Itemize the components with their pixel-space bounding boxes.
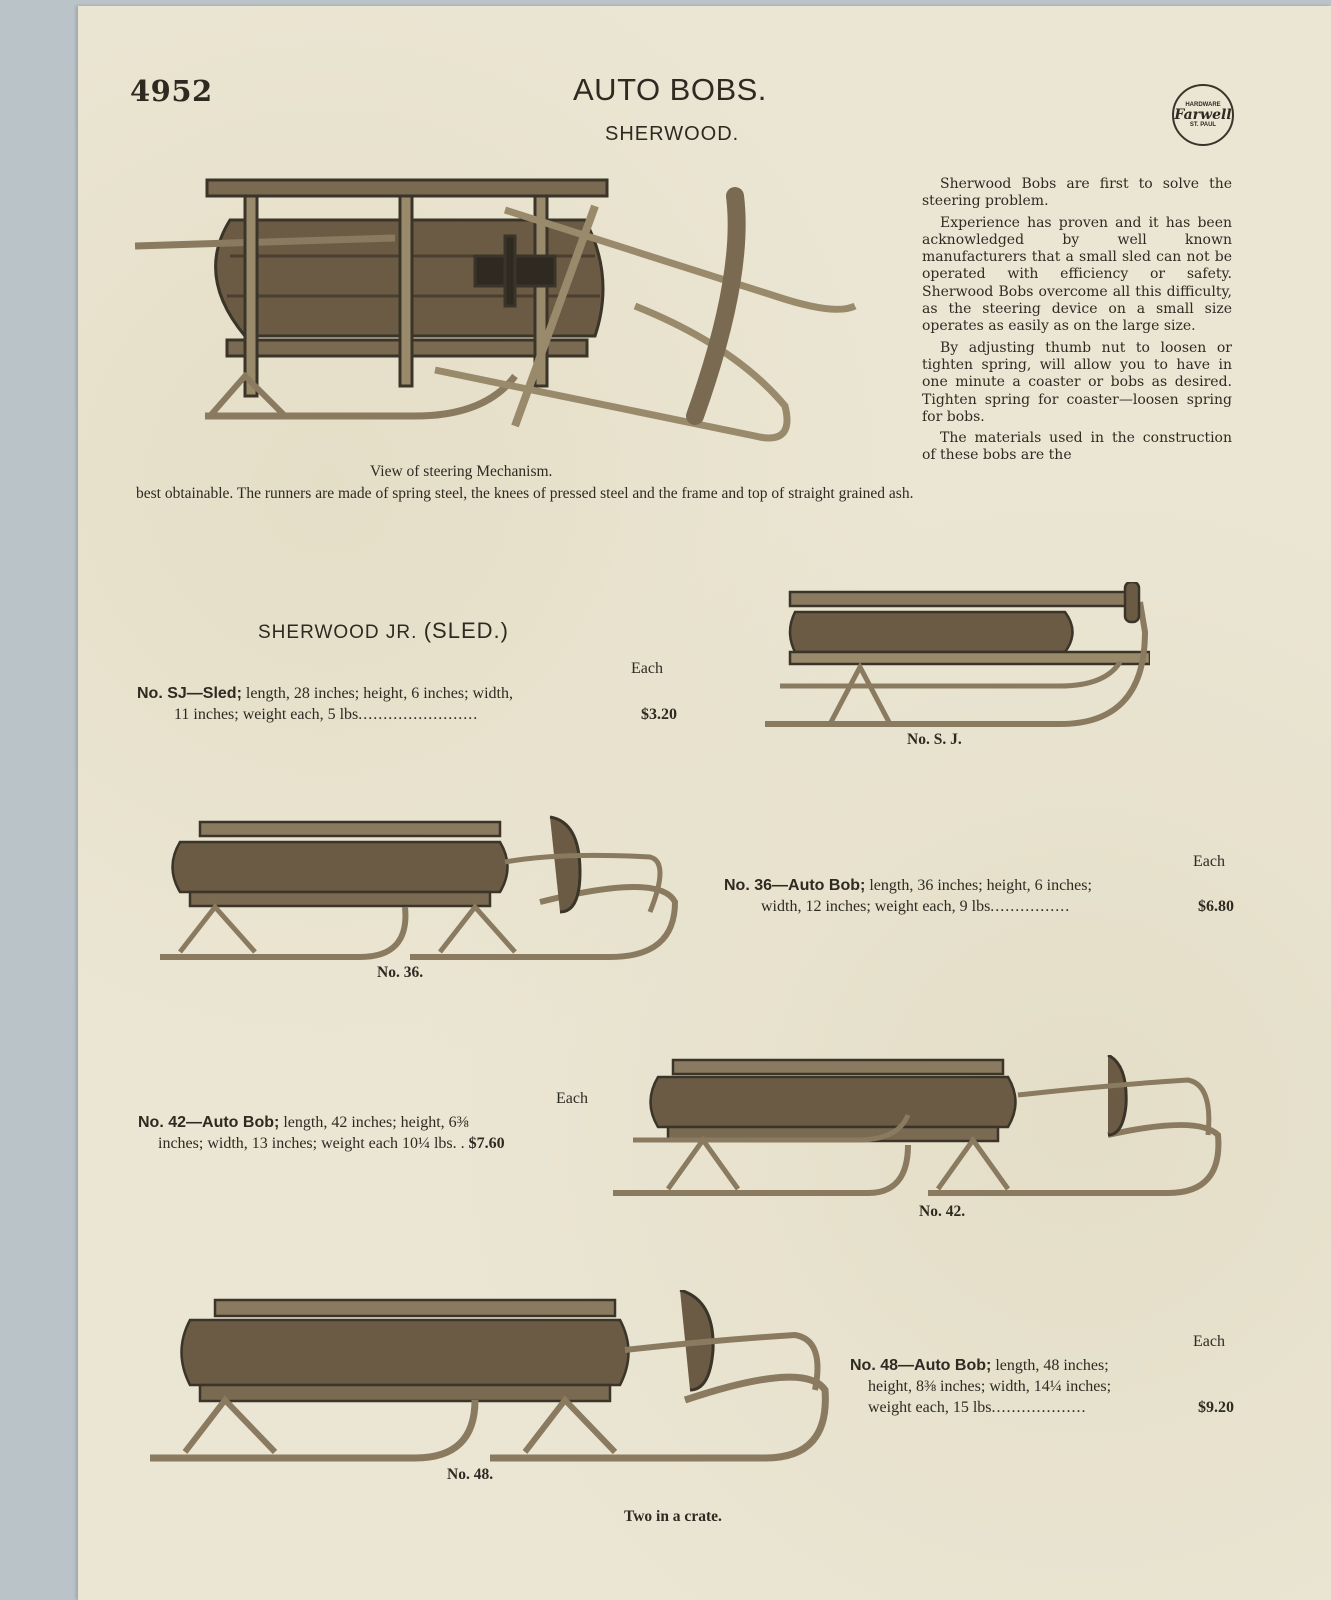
figure-caption-36: No. 36.	[377, 964, 424, 981]
product-spec-line: width, 12 inches; weight each, 9 lbs	[761, 898, 991, 915]
product-spec-line: inches; width, 13 inches; weight each 10¼ lbs. .	[158, 1135, 465, 1152]
leader-dots: ...................	[991, 1399, 1087, 1416]
figure-caption-48: No. 48.	[447, 1466, 494, 1483]
page-number: 4952	[130, 74, 213, 108]
intro-paragraph: Sherwood Bobs are first to solve the steering problem.	[922, 176, 1232, 210]
leader-dots: ........................	[358, 706, 479, 723]
product-spec-line: length, 42 inches; height, 6⅜	[279, 1114, 469, 1131]
product-price: $9.20	[1198, 1399, 1234, 1416]
intro-paragraph: The materials used in the construction of these bobs are the	[922, 430, 1232, 464]
price-header-each: Each	[1193, 853, 1225, 870]
product-sj-description	[137, 683, 677, 725]
figure-caption-42: No. 42.	[919, 1203, 966, 1220]
intro-paragraph: By adjusting thumb nut to loosen or tighten spring, will allow you to have in one minute a coaster or bobs as desired. Tighten spring for coaster—loosen spring for bobs.	[922, 339, 1232, 425]
footer-note: Two in a crate.	[624, 1508, 722, 1525]
product-spec-line: 11 inches; weight each, 5 lbs	[174, 706, 359, 723]
price-header-each: Each	[556, 1090, 588, 1107]
intro-text	[922, 176, 1232, 469]
steering-illustration-caption: View of steering Mechanism.	[370, 463, 553, 480]
price-header-each: Each	[631, 660, 663, 677]
figure-caption-sj: No. S. J.	[907, 731, 962, 748]
product-code: No. 42—Auto Bob;	[138, 1114, 280, 1131]
section-heading-paren: (SLED.)	[423, 618, 509, 643]
product-48-description	[850, 1355, 1234, 1418]
section-heading-text: SHERWOOD JR.	[258, 622, 418, 643]
product-spec-line: height, 8⅜ inches; width, 14¼ inches;	[868, 1378, 1112, 1395]
section-heading-sherwood-jr	[258, 618, 509, 644]
product-36-description	[724, 875, 1234, 917]
bleed-through-text	[820, 72, 850, 106]
sled-36-illustration	[140, 812, 680, 962]
product-code: No. SJ—Sled;	[137, 685, 242, 702]
intro-continuation: best obtainable. The runners are made of spring steel, the knees of pressed steel and the frame and top of straight grained ash.	[136, 485, 914, 502]
sled-48-illustration	[145, 1290, 835, 1465]
leader-dots: ................	[990, 898, 1071, 915]
product-code: No. 48—Auto Bob;	[850, 1357, 992, 1374]
product-price: $3.20	[641, 706, 677, 723]
product-42-description	[138, 1112, 608, 1154]
sled-42-illustration	[608, 1055, 1228, 1200]
sled-sj-illustration	[760, 582, 1150, 727]
price-header-each: Each	[1193, 1333, 1225, 1350]
logo-bottom-text: ST. PAUL	[1189, 122, 1217, 128]
logo-top-text: HARDWARE	[1185, 102, 1221, 108]
brand-subtitle: SHERWOOD.	[605, 123, 740, 145]
product-price: $7.60	[468, 1135, 505, 1152]
product-spec-line: length, 28 inches; height, 6 inches; width,	[241, 685, 513, 702]
page-title: AUTO BOBS.	[573, 72, 767, 107]
seal-logo-icon	[1172, 84, 1234, 146]
sled-steering-mechanism-illustration	[135, 176, 865, 466]
product-spec-line: length, 36 inches; height, 6 inches;	[865, 877, 1092, 894]
product-spec-line: length, 48 inches;	[991, 1357, 1109, 1374]
logo-script-text: Farwell	[1174, 107, 1232, 123]
product-spec-line: weight each, 15 lbs	[868, 1399, 992, 1416]
product-price: $6.80	[1198, 898, 1234, 915]
product-code: No. 36—Auto Bob;	[724, 877, 866, 894]
intro-paragraph: Experience has proven and it has been acknowledged by well known manufacturers that a small sled can not be operated with efficiency or safety. Sherwood Bobs overcome all this difficulty, as the steering device on a small size operates as easily as on the large size.	[922, 214, 1232, 335]
